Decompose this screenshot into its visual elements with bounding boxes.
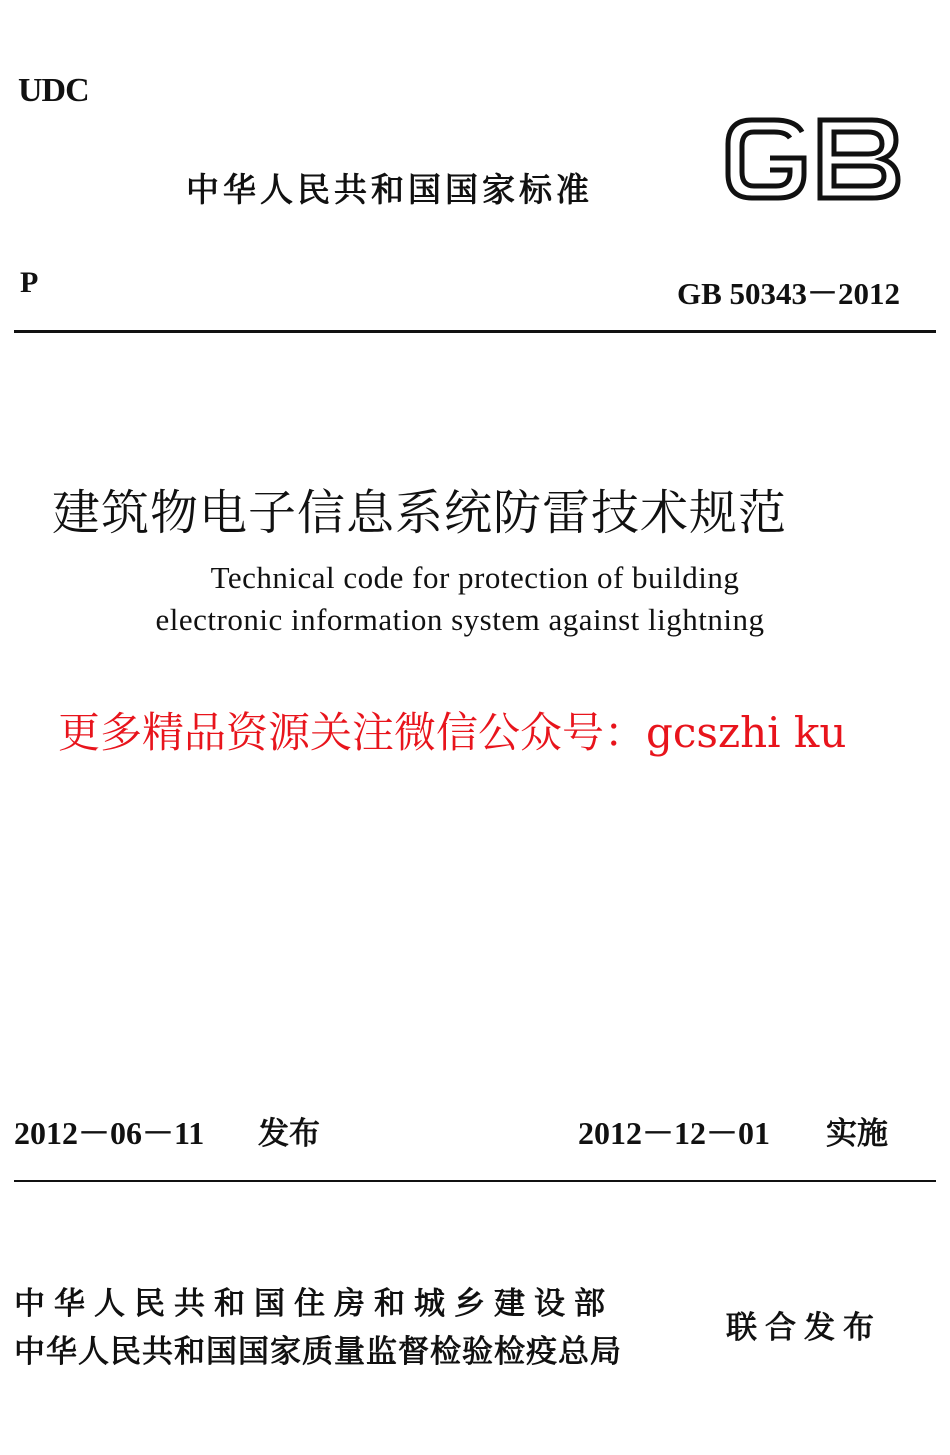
classification-code: P xyxy=(20,266,39,299)
title-chinese: 建筑物电子信息系统防雷技术规范 xyxy=(52,485,788,541)
issuer-ministry: 中华人民共和国住房和城乡建设部 xyxy=(14,1286,614,1322)
effective-date: 2012－12－01 xyxy=(578,1115,771,1151)
effective-label: 实施 xyxy=(826,1116,888,1152)
gb-logo xyxy=(722,114,904,204)
publish-label: 发布 xyxy=(258,1116,320,1152)
issuer-aqsiq: 中华人民共和国国家质量监督检验检疫总局 xyxy=(14,1334,622,1370)
joint-publish-label: 联合发布 xyxy=(726,1310,882,1346)
bottom-divider xyxy=(14,1180,936,1182)
udc-label: UDC xyxy=(18,72,89,109)
national-standard-heading: 中华人民共和国国家标准 xyxy=(186,170,593,209)
watermark-text: 更多精品资源关注微信公众号：gcszhi ku xyxy=(58,708,847,757)
title-english-line1: Technical code for protection of building xyxy=(210,560,740,595)
top-divider xyxy=(14,330,936,333)
title-english-line2: electronic information system against lightning xyxy=(155,602,765,637)
publish-date: 2012－06－11 xyxy=(14,1115,205,1151)
standard-number: GB 50343－2012 xyxy=(676,276,900,311)
